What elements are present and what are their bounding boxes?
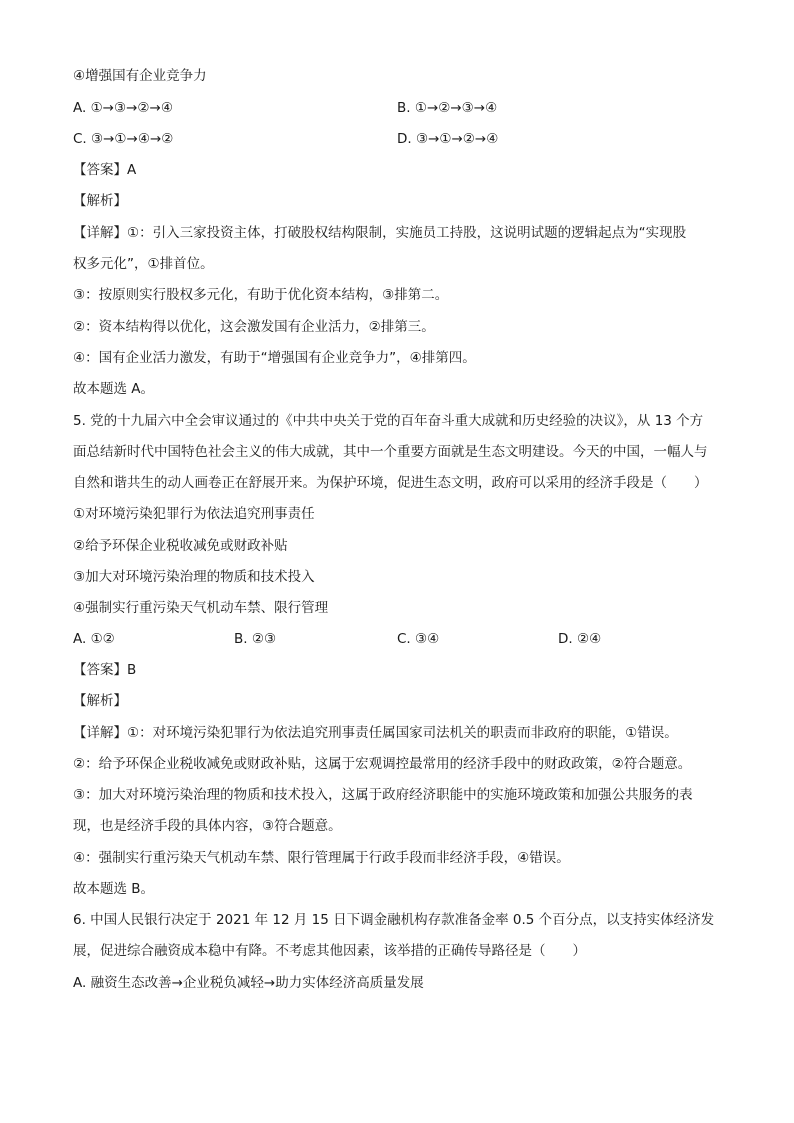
- choice-d: D. ③→①→②→④: [397, 131, 499, 147]
- detail-line: ③：按原则实行股权多元化，有助于优化资本结构，③排第二。: [73, 287, 449, 303]
- detail-line: ④：国有企业活力激发，有助于“增强国有企业竞争力”，④排第四。: [73, 350, 476, 366]
- detail-line: 【详解】①：对环境污染犯罪行为依法追究刑事责任属国家司法机关的职责而非政府的职能，①错误。: [73, 725, 678, 741]
- choice-c: C. ③→①→④→②: [73, 131, 174, 147]
- analysis-label: 【解析】: [73, 193, 127, 209]
- question-6-stem: 展，促进综合融资成本稳中有降。不考虑其他因素，该举措的正确传导路径是（ ）: [73, 943, 586, 959]
- choice-b: B. ②③: [234, 631, 277, 647]
- option-item-4: ④强制实行重污染天气机动车禁、限行管理: [73, 600, 329, 616]
- detail-line: ③：加大对环境污染治理的物质和技术投入，这属于政府经济职能中的实施环境政策和加强公共服务的表: [73, 787, 693, 803]
- choice-d: D. ②④: [558, 631, 602, 647]
- option-item-2: ②给予环保企业税收减免或财政补贴: [73, 538, 288, 554]
- detail-line: ②：资本结构得以优化，这会激发国有企业活力，②排第三。: [73, 319, 435, 335]
- answer-label: 【答案】A: [73, 162, 137, 178]
- conclusion-line: 故本题选 A。: [73, 381, 155, 397]
- answer-label: 【答案】B: [73, 662, 137, 678]
- detail-line: ②：给予环保企业税收减免或财政补贴，这属于宏观调控最常用的经济手段中的财政政策，②符合题意。: [73, 756, 692, 772]
- question-5-stem: 面总结新时代中国特色社会主义的伟大成就，其中一个重要方面就是生态文明建设。今天的中国，一幅人与: [73, 444, 708, 460]
- detail-line: 【详解】①：引入三家投资主体，打破股权结构限制，实施员工持股，这说明试题的逻辑起点为“实现股: [73, 225, 687, 241]
- option-item-3: ③加大对环境污染治理的物质和技术投入: [73, 569, 315, 585]
- question-5-stem: 自然和谐共生的动人画卷正在舒展开来。为保护环境，促进生态文明，政府可以采用的经济手段是（ ）: [73, 475, 708, 491]
- option-item-4: ④增强国有企业竞争力: [73, 68, 207, 84]
- option-item-1: ①对环境污染犯罪行为依法追究刑事责任: [73, 506, 315, 522]
- conclusion-line: 故本题选 B。: [73, 881, 155, 897]
- analysis-label: 【解析】: [73, 693, 127, 709]
- choice-a: A. ①→③→②→④: [73, 100, 173, 116]
- detail-line: 现，也是经济手段的具体内容，③符合题意。: [73, 818, 342, 834]
- choice-c: C. ③④: [397, 631, 440, 647]
- question-5-stem: 5. 党的十九届六中全会审议通过的《中共中央关于党的百年奋斗重大成就和历史经验的决议》，从 13 个方: [73, 413, 704, 429]
- detail-line: ④：强制实行重污染天气机动车禁、限行管理属于行政手段而非经济手段，④错误。: [73, 850, 570, 866]
- choice-a: A. ①②: [73, 631, 115, 647]
- choice-b: B. ①→②→③→④: [397, 100, 498, 116]
- detail-line: 权多元化”，①排首位。: [73, 256, 214, 272]
- choice-a: A. 融资生态改善→企业税负减轻→助力实体经济高质量发展: [73, 975, 424, 991]
- question-6-stem: 6. 中国人民银行决定于 2021 年 12 月 15 日下调金融机构存款准备金率 0.5 个百分点，以支持实体经济发: [73, 912, 715, 928]
